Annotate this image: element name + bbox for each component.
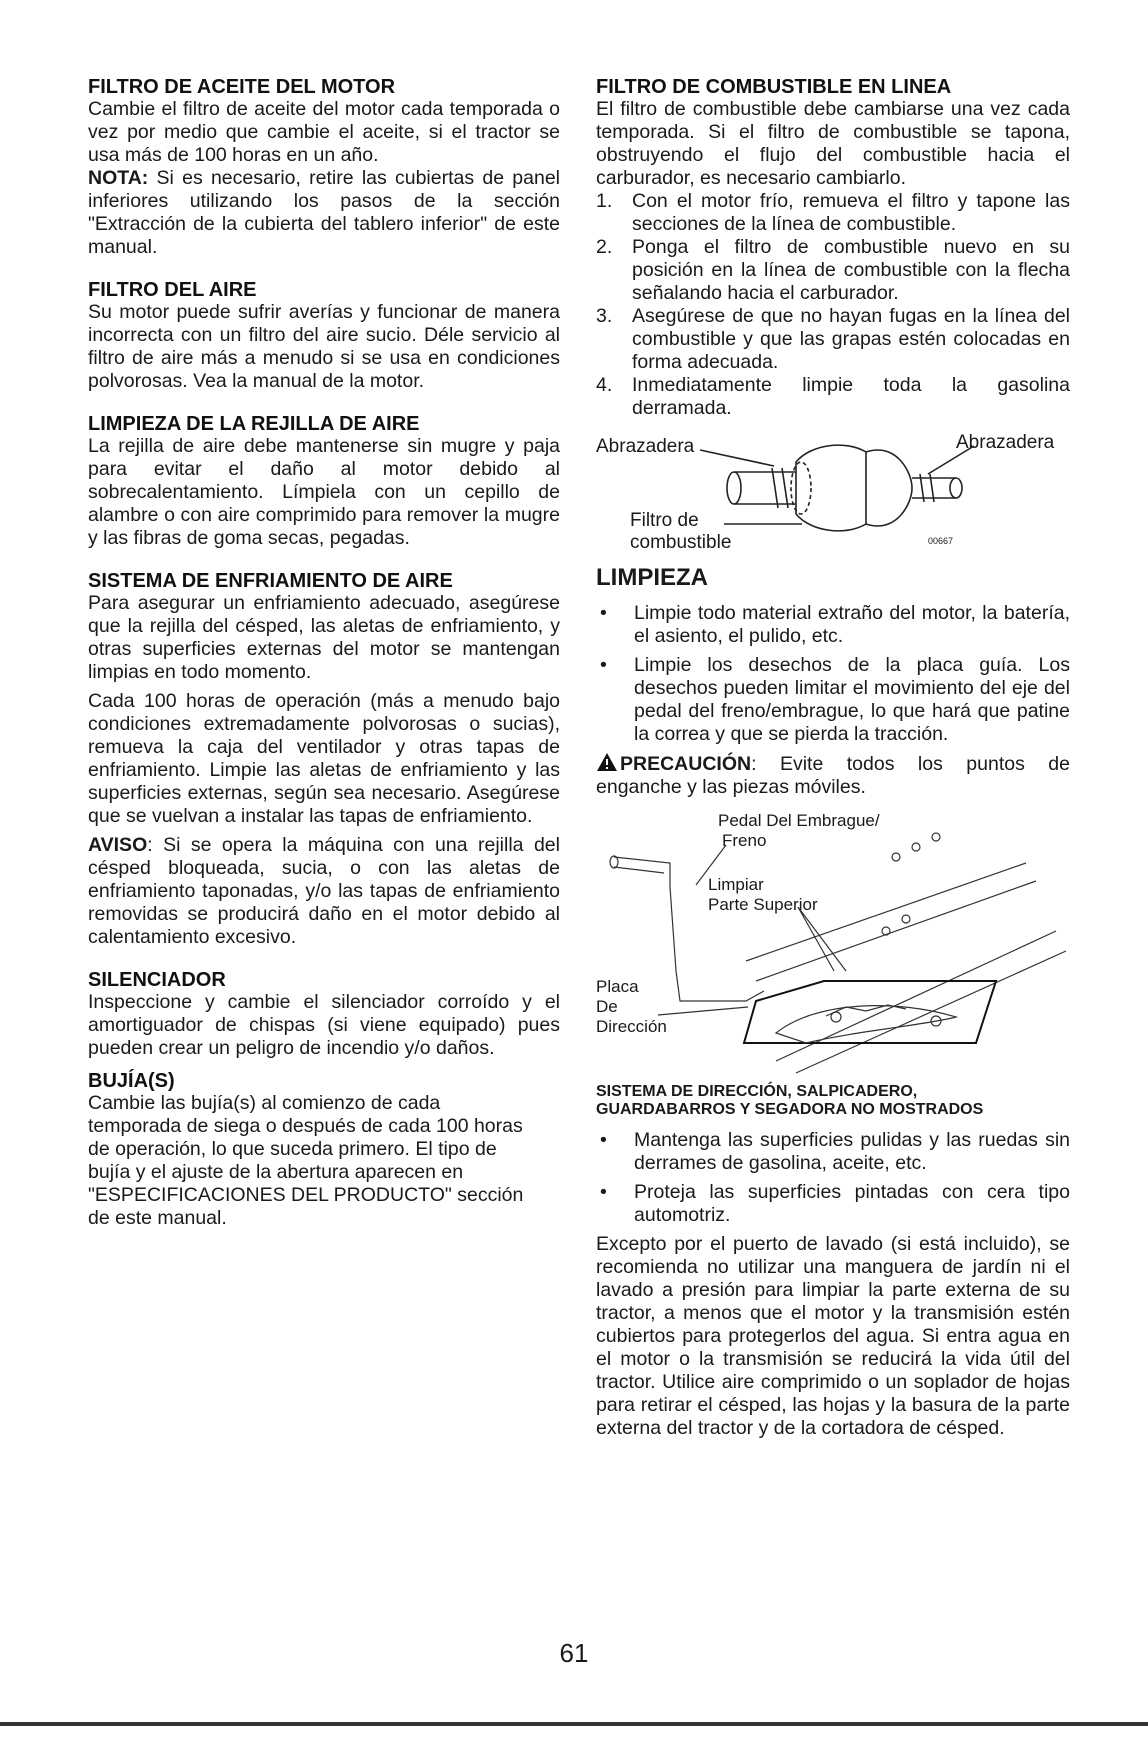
spark-plugs-text: Cambie las bujía(s) al comienzo de cada temporada de siega o después de cada 100 horas de operación, lo que suceda primero. El tipo de bujía y el ajuste de la abertura aparecen en "ESPECIFICACIONES DEL PRODUCTO" sección de este manual. xyxy=(88,1092,524,1229)
air-cooling-text-2: Cada 100 horas de operación (más a menudo bajo condiciones extremadamente polvorosas o sucias), remueva la caja del ventilador y otras tapas de enfriamiento. Limpie las aletas de enfriamiento y las superficies externas, según sea necesario. Asegúrese que se vuelvan a instalar las tapas de enfriamiento. xyxy=(88,690,560,827)
left-column xyxy=(88,76,560,1250)
steering-plate-illustration xyxy=(596,811,1070,1081)
section-fuel-filter xyxy=(596,76,1070,420)
air-cooling-notice xyxy=(88,834,560,949)
label-plate-3: Dirección xyxy=(596,1017,667,1036)
caption-line-1: SISTEMA DE DIRECCIÓN, SALPICADERO, xyxy=(596,1083,918,1100)
air-filter-text: Su motor puede sufrir averías y funcionar de manera incorrecta con un filtro del aire sucio. Déle servicio al filtro de aire más a menudo si se usa en condiciones polvorosas. Vea la manual de la motor. xyxy=(88,301,560,392)
fuel-filter-steps xyxy=(596,190,1070,420)
list-item xyxy=(596,1129,1070,1175)
step-number: 1. xyxy=(596,190,613,212)
step-text: Con el motor frío, remueva el filtro y tapone las secciones de la línea de combustible. xyxy=(632,190,1070,235)
notice-label: AVISO xyxy=(88,834,148,856)
right-column xyxy=(596,76,1070,1440)
label-plate-2: De xyxy=(596,997,618,1016)
heading-fuel-filter: FILTRO DE COMBUSTIBLE EN LINEA xyxy=(596,76,952,98)
heading-spark-plugs: BUJÍA(S) xyxy=(88,1070,175,1092)
bottom-rule xyxy=(0,1722,1148,1726)
figure-caption xyxy=(596,1083,1070,1119)
oil-filter-text: Cambie el filtro de aceite del motor cada temporada o vez por medio que cambie el aceite, si el tractor se usa más de 100 horas en un año. xyxy=(88,98,560,166)
bullet-icon: • xyxy=(600,1181,607,1203)
muffler-text: Inspeccione y cambie el silenciador corroído y el amortiguador de chispas (si viene equipado) pues pueden crear un peligro de incendio y/o daños. xyxy=(88,991,560,1059)
heading-air-cooling: SISTEMA DE ENFRIAMIENTO DE AIRE xyxy=(88,570,453,592)
air-cooling-text-1: Para asegurar un enfriamiento adecuado, asegúrese que la rejilla del césped, las aletas de enfriamiento, y otras superficies externas del motor se mantengan limpias en todo momento. xyxy=(88,592,560,683)
list-item-text: Proteja las superficies pintadas con cera tipo automotriz. xyxy=(634,1181,1070,1226)
bullet-icon: • xyxy=(600,1129,607,1151)
note-label: NOTA: xyxy=(88,167,149,189)
section-muffler xyxy=(88,969,560,1060)
step-text: Asegúrese de que no hayan fugas en la línea del combustible y que las grapas estén colocadas en forma adecuada. xyxy=(632,305,1070,373)
label-fuel-filter-2: combustible xyxy=(630,532,732,553)
label-pedal-1: Pedal Del Embrague/ xyxy=(718,811,880,830)
step-text: Inmediatamente limpie toda la gasolina derramada. xyxy=(632,374,1070,419)
caution-note xyxy=(596,752,1070,799)
section-oil-filter xyxy=(88,76,560,259)
fuel-filter-figure xyxy=(596,432,1070,554)
label-pedal-2: Freno xyxy=(722,831,767,850)
label-fuel-filter-1: Filtro de xyxy=(630,510,699,531)
label-clamp-right: Abrazadera xyxy=(956,432,1055,453)
label-clamp-left: Abrazadera xyxy=(596,436,695,457)
label-clean-2: Parte Superior xyxy=(708,895,818,914)
page-number: 61 xyxy=(559,1638,589,1668)
step-item xyxy=(596,190,1070,236)
figure-code: 00667 xyxy=(928,536,954,546)
section-spark-plugs xyxy=(88,1070,560,1230)
list-item xyxy=(596,1181,1070,1227)
oil-filter-note xyxy=(88,167,560,259)
notice-text: : Si se opera la máquina con una rejilla del césped bloqueada, sucia, o con las aletas de enfriamiento taponadas, y/o las tapas de enfriamiento removidas se producirá daño en el motor debido al calentamiento excesivo. xyxy=(88,834,560,948)
heading-cleaning: LIMPIEZA xyxy=(596,564,708,591)
bullet-icon: • xyxy=(600,654,607,676)
heading-air-grille: LIMPIEZA DE LA REJILLA DE AIRE xyxy=(88,413,420,435)
list-item xyxy=(596,654,1070,746)
heading-oil-filter: FILTRO DE ACEITE DEL MOTOR xyxy=(88,76,396,98)
list-item xyxy=(596,602,1070,648)
list-item-text: Mantenga las superficies pulidas y las ruedas sin derrames de gasolina, aceite, etc. xyxy=(634,1129,1070,1174)
step-number: 3. xyxy=(596,305,613,327)
caution-label: PRECAUCIÓN xyxy=(620,753,752,775)
warning-icon xyxy=(596,752,618,772)
section-air-filter xyxy=(88,279,560,393)
step-number: 2. xyxy=(596,236,613,258)
label-clean-1: Limpiar xyxy=(708,875,764,894)
caution-text: : Evite todos los puntos de enganche y las piezas móviles. xyxy=(596,753,1070,798)
step-item xyxy=(596,236,1070,305)
list-item-text: Limpie todo material extraño del motor, la batería, el asiento, el pulido, etc. xyxy=(634,602,1070,647)
heading-muffler: SILENCIADOR xyxy=(88,969,226,991)
heading-air-filter: FILTRO DEL AIRE xyxy=(88,279,257,301)
step-number: 4. xyxy=(596,374,613,396)
steering-plate-figure xyxy=(596,811,1070,1081)
care-list xyxy=(596,1129,1070,1227)
air-grille-text: La rejilla de aire debe mantenerse sin mugre y paja para evitar el daño al motor debido al sobrecalentamiento. Límpiela con un cepillo de alambre o con aire comprimido para remover la mugre y las fibras de goma secas, pegadas. xyxy=(88,435,560,549)
bullet-icon: • xyxy=(600,602,607,624)
caption-line-2: GUARDABARROS Y SEGADORA NO MOSTRADOS xyxy=(596,1101,984,1118)
step-text: Ponga el filtro de combustible nuevo en su posición en la línea de combustible con la flecha señalando hacia el carburador. xyxy=(632,236,1070,304)
section-care xyxy=(596,1129,1070,1440)
label-plate-1: Placa xyxy=(596,977,639,996)
section-cleaning xyxy=(596,564,1070,799)
list-item-text: Limpie los desechos de la placa guía. Los desechos pueden limitar el movimiento del eje del pedal del freno/embrague, lo que hará que patine la correa y que se pierda la tracción. xyxy=(634,654,1070,745)
note-text: Si es necesario, retire las cubiertas de panel inferiores utilizando los pasos de la sección "Extracción de la cubierta del tablero inferior" de este manual. xyxy=(88,167,560,258)
step-item xyxy=(596,374,1070,420)
washing-text: Excepto por el puerto de lavado (si está incluido), se recomienda no utilizar una manguera de jardín ni el lavado a presión para limpiar la parte externa de su tractor, a menos que el motor y la transmisión estén cubiertos para protegerlos del agua. Si entra agua en el motor o la transmisión se reducirá la vida útil del tractor. Utilice aire comprimido o un soplador de hojas para retirar el césped, las hojas y la basura de la parte externa del tractor y de la cortadora de césped. xyxy=(596,1233,1070,1439)
cleaning-list xyxy=(596,602,1070,746)
section-air-grille xyxy=(88,413,560,550)
step-item xyxy=(596,305,1070,374)
section-air-cooling xyxy=(88,570,560,949)
fuel-filter-text: El filtro de combustible debe cambiarse una vez cada temporada. Si el filtro de combustible se tapona, obstruyendo el flujo del combustible hacia el carburador, es necesario cambiarlo. xyxy=(596,98,1070,189)
